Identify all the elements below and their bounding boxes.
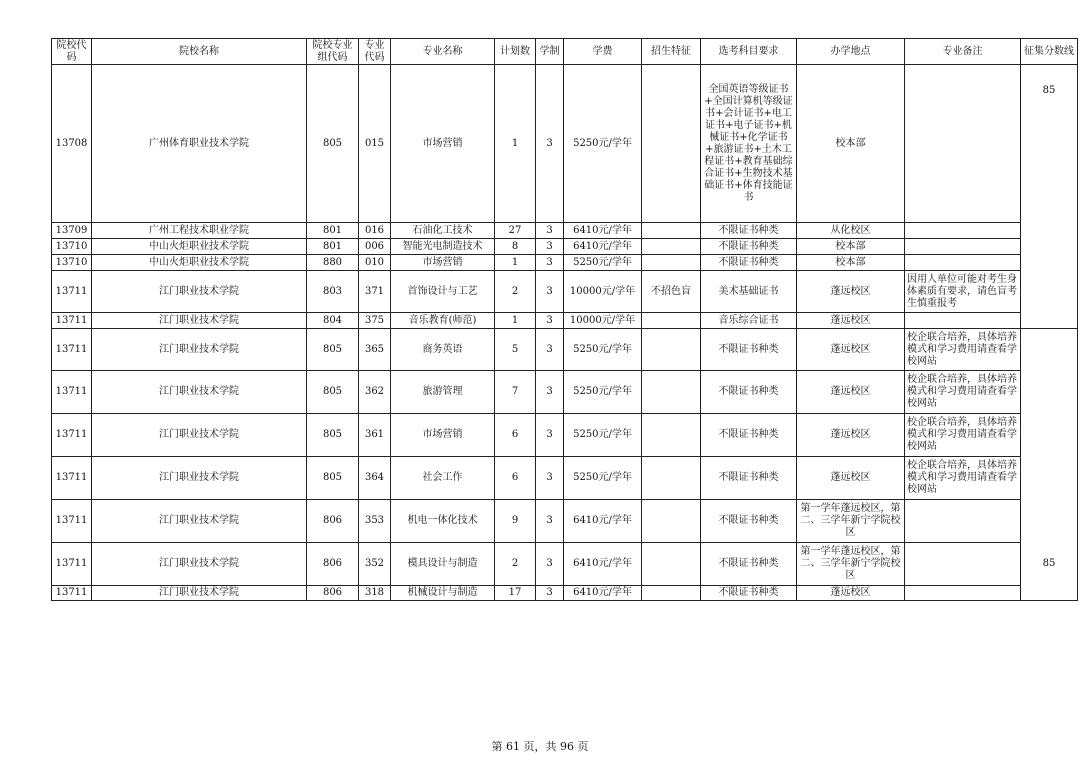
table-cell: 803 xyxy=(307,271,359,313)
table-cell: 352 xyxy=(359,543,391,586)
table-cell: 6410元/学年 xyxy=(564,223,642,239)
col-header: 选考科目要求 xyxy=(701,39,797,65)
table-cell: 3 xyxy=(536,271,564,313)
table-cell: 13711 xyxy=(52,457,92,500)
table-cell xyxy=(1021,255,1078,271)
table-cell: 旅游管理 xyxy=(391,371,495,414)
table-cell: 13711 xyxy=(52,271,92,313)
table-cell: 2 xyxy=(495,271,536,313)
table-cell xyxy=(905,223,1021,239)
table-cell xyxy=(905,255,1021,271)
table-cell: 机械设计与制造 xyxy=(391,586,495,601)
table-cell: 全国英语等级证书+全国计算机等级证书+会计证书+电工证书+电子证书+机械证书+化学证书+旅游证书+土木工程证书+教育基础综合证书+生物技术基础证书+体育技能证书 xyxy=(701,65,797,223)
table-cell: 广州工程技术职业学院 xyxy=(92,223,307,239)
table-cell: 3 xyxy=(536,65,564,223)
table-cell: 17 xyxy=(495,586,536,601)
table-cell: 不限证书种类 xyxy=(701,239,797,255)
table-cell: 音乐教育(师范) xyxy=(391,313,495,329)
table-cell: 3 xyxy=(536,223,564,239)
table-cell: 1 xyxy=(495,255,536,271)
table-cell: 13710 xyxy=(52,239,92,255)
col-header: 专业备注 xyxy=(905,39,1021,65)
table-row xyxy=(52,271,1078,313)
col-header: 院校名称 xyxy=(92,39,307,65)
table-cell: 音乐综合证书 xyxy=(701,313,797,329)
table-cell: 蓬远校区 xyxy=(797,329,905,371)
table-cell: 不限证书种类 xyxy=(701,371,797,414)
table-cell xyxy=(1021,329,1078,371)
table-cell: 不限证书种类 xyxy=(701,457,797,500)
table-cell xyxy=(642,239,701,255)
table-cell: 13708 xyxy=(52,65,92,223)
table-cell: 006 xyxy=(359,239,391,255)
table-cell: 3 xyxy=(536,313,564,329)
table-cell: 5250元/学年 xyxy=(564,457,642,500)
table-cell: 校本部 xyxy=(797,239,905,255)
table-cell: 6410元/学年 xyxy=(564,586,642,601)
table-cell: 361 xyxy=(359,414,391,457)
table-cell: 806 xyxy=(307,500,359,543)
table-cell: 不限证书种类 xyxy=(701,586,797,601)
table-cell: 不限证书种类 xyxy=(701,414,797,457)
table-cell: 江门职业技术学院 xyxy=(92,457,307,500)
table-cell: 371 xyxy=(359,271,391,313)
table-cell: 13710 xyxy=(52,255,92,271)
table-cell: 5 xyxy=(495,329,536,371)
table-cell: 3 xyxy=(536,586,564,601)
table-cell: 010 xyxy=(359,255,391,271)
table-cell: 5250元/学年 xyxy=(564,65,642,223)
table-cell: 蓬远校区 xyxy=(797,457,905,500)
table-cell xyxy=(1021,457,1078,500)
table-cell: 016 xyxy=(359,223,391,239)
table-cell xyxy=(642,65,701,223)
col-header: 征集分数线 xyxy=(1021,39,1078,65)
table-row xyxy=(52,255,1078,271)
table-cell: 6 xyxy=(495,414,536,457)
table-cell: 蓬远校区 xyxy=(797,371,905,414)
col-header: 学制 xyxy=(536,39,564,65)
table-cell xyxy=(1021,223,1078,239)
table-cell: 不限证书种类 xyxy=(701,500,797,543)
table-cell: 3 xyxy=(536,414,564,457)
table-cell: 蓬远校区 xyxy=(797,313,905,329)
table-cell: 第一学年蓬远校区，第二、三学年新宁学院校区 xyxy=(797,500,905,543)
table-cell: 校本部 xyxy=(797,65,905,223)
table-row xyxy=(52,500,1078,543)
table-cell: 市场营销 xyxy=(391,414,495,457)
table-cell: 江门职业技术学院 xyxy=(92,271,307,313)
table-cell: 因用人单位可能对考生身体素质有要求，请色盲考生慎重报考 xyxy=(905,271,1021,313)
table-cell: 江门职业技术学院 xyxy=(92,313,307,329)
table-cell: 804 xyxy=(307,313,359,329)
table-cell: 6410元/学年 xyxy=(564,500,642,543)
table-cell: 校本部 xyxy=(797,255,905,271)
table-cell: 13709 xyxy=(52,223,92,239)
table-row xyxy=(52,414,1078,457)
table-cell: 石油化工技术 xyxy=(391,223,495,239)
table-cell: 5250元/学年 xyxy=(564,255,642,271)
table-cell: 中山火炬职业技术学院 xyxy=(92,255,307,271)
table-cell xyxy=(642,457,701,500)
col-header: 专业名称 xyxy=(391,39,495,65)
table-row xyxy=(52,371,1078,414)
col-header: 计划数 xyxy=(495,39,536,65)
table-cell: 6410元/学年 xyxy=(564,239,642,255)
table-cell: 校企联合培养，具体培养模式和学习费用请查看学校网站 xyxy=(905,329,1021,371)
table-cell: 市场营销 xyxy=(391,255,495,271)
table-cell: 880 xyxy=(307,255,359,271)
table-cell xyxy=(1021,271,1078,313)
table-cell: 13711 xyxy=(52,371,92,414)
table-cell xyxy=(1021,414,1078,457)
table-header-row xyxy=(52,39,1078,65)
table-cell: 27 xyxy=(495,223,536,239)
admission-table xyxy=(51,38,1078,601)
table-cell: 5250元/学年 xyxy=(564,329,642,371)
col-header: 院校代码 xyxy=(52,39,92,65)
table-cell: 从化校区 xyxy=(797,223,905,239)
table-cell: 806 xyxy=(307,586,359,601)
table-cell: 362 xyxy=(359,371,391,414)
table-cell: 2 xyxy=(495,543,536,586)
table-cell: 85 xyxy=(1021,65,1078,223)
table-cell xyxy=(905,500,1021,543)
table-cell: 商务英语 xyxy=(391,329,495,371)
table-cell: 5250元/学年 xyxy=(564,414,642,457)
table-cell: 第一学年蓬远校区，第二、三学年新宁学院校区 xyxy=(797,543,905,586)
table-row xyxy=(52,223,1078,239)
table-cell: 3 xyxy=(536,329,564,371)
table-cell xyxy=(905,65,1021,223)
table-cell: 校企联合培养，具体培养模式和学习费用请查看学校网站 xyxy=(905,371,1021,414)
table-row xyxy=(52,313,1078,329)
table-cell xyxy=(1021,586,1078,601)
table-cell: 801 xyxy=(307,223,359,239)
table-cell: 5250元/学年 xyxy=(564,371,642,414)
table-cell: 不限证书种类 xyxy=(701,223,797,239)
table-row xyxy=(52,457,1078,500)
table-cell: 9 xyxy=(495,500,536,543)
table-cell: 不限证书种类 xyxy=(701,543,797,586)
table-cell: 805 xyxy=(307,457,359,500)
table-cell: 校企联合培养，具体培养模式和学习费用请查看学校网站 xyxy=(905,414,1021,457)
table-cell: 江门职业技术学院 xyxy=(92,543,307,586)
col-header: 院校专业组代码 xyxy=(307,39,359,65)
table-row xyxy=(52,239,1078,255)
table-cell xyxy=(642,500,701,543)
table-cell: 1 xyxy=(495,313,536,329)
table-cell xyxy=(642,255,701,271)
table-cell: 805 xyxy=(307,329,359,371)
table-cell xyxy=(905,543,1021,586)
table-cell xyxy=(642,329,701,371)
table-cell: 蓬远校区 xyxy=(797,271,905,313)
table-cell: 801 xyxy=(307,239,359,255)
table-cell: 318 xyxy=(359,586,391,601)
table-cell: 不限证书种类 xyxy=(701,329,797,371)
table-cell: 13711 xyxy=(52,414,92,457)
table-cell: 13711 xyxy=(52,313,92,329)
table-cell: 校企联合培养，具体培养模式和学习费用请查看学校网站 xyxy=(905,457,1021,500)
table-cell: 机电一体化技术 xyxy=(391,500,495,543)
col-header: 专业代码 xyxy=(359,39,391,65)
table-cell: 10000元/学年 xyxy=(564,313,642,329)
table-cell: 353 xyxy=(359,500,391,543)
col-header: 学费 xyxy=(564,39,642,65)
table-cell: 365 xyxy=(359,329,391,371)
table-cell: 蓬远校区 xyxy=(797,414,905,457)
table-cell xyxy=(1021,500,1078,543)
table-cell: 7 xyxy=(495,371,536,414)
table-cell: 社会工作 xyxy=(391,457,495,500)
table-cell: 8 xyxy=(495,239,536,255)
table-cell: 江门职业技术学院 xyxy=(92,586,307,601)
table-cell xyxy=(642,313,701,329)
table-cell: 6 xyxy=(495,457,536,500)
table-cell: 江门职业技术学院 xyxy=(92,371,307,414)
table-cell: 不招色盲 xyxy=(642,271,701,313)
table-cell: 3 xyxy=(536,371,564,414)
table-cell xyxy=(642,223,701,239)
table-cell xyxy=(905,239,1021,255)
table-cell: 3 xyxy=(536,500,564,543)
table-cell xyxy=(1021,313,1078,329)
table-cell: 015 xyxy=(359,65,391,223)
table-row xyxy=(52,329,1078,371)
table-cell: 首饰设计与工艺 xyxy=(391,271,495,313)
table-row xyxy=(52,65,1078,223)
table-cell: 6410元/学年 xyxy=(564,543,642,586)
table-cell xyxy=(1021,371,1078,414)
table-cell xyxy=(642,414,701,457)
table-cell xyxy=(1021,239,1078,255)
table-cell: 805 xyxy=(307,65,359,223)
table-cell: 3 xyxy=(536,239,564,255)
table-cell: 江门职业技术学院 xyxy=(92,500,307,543)
table-cell: 江门职业技术学院 xyxy=(92,329,307,371)
table-cell: 805 xyxy=(307,371,359,414)
table-cell: 市场营销 xyxy=(391,65,495,223)
table-cell: 85 xyxy=(1021,543,1078,586)
table-cell: 3 xyxy=(536,543,564,586)
table-cell: 广州体育职业技术学院 xyxy=(92,65,307,223)
table-cell: 13711 xyxy=(52,329,92,371)
col-header: 招生特征 xyxy=(642,39,701,65)
table-cell: 13711 xyxy=(52,543,92,586)
table-cell: 3 xyxy=(536,457,564,500)
table-cell: 美术基础证书 xyxy=(701,271,797,313)
table-cell: 3 xyxy=(536,255,564,271)
table-cell xyxy=(642,371,701,414)
table-cell: 智能光电制造技术 xyxy=(391,239,495,255)
page-footer: 第 61 页，共 96 页 xyxy=(491,740,589,753)
table-cell: 蓬远校区 xyxy=(797,586,905,601)
table-cell xyxy=(905,313,1021,329)
table-cell: 806 xyxy=(307,543,359,586)
table-cell: 中山火炬职业技术学院 xyxy=(92,239,307,255)
table-cell: 10000元/学年 xyxy=(564,271,642,313)
table-cell: 13711 xyxy=(52,500,92,543)
table-cell: 模具设计与制造 xyxy=(391,543,495,586)
table-cell xyxy=(642,543,701,586)
col-header: 办学地点 xyxy=(797,39,905,65)
table-cell: 江门职业技术学院 xyxy=(92,414,307,457)
table-cell: 不限证书种类 xyxy=(701,255,797,271)
table-row xyxy=(52,586,1078,601)
table-cell: 1 xyxy=(495,65,536,223)
table-cell: 13711 xyxy=(52,586,92,601)
table-cell xyxy=(905,586,1021,601)
table-row xyxy=(52,543,1078,586)
table-cell: 364 xyxy=(359,457,391,500)
table-cell xyxy=(642,586,701,601)
table-cell: 805 xyxy=(307,414,359,457)
table-cell: 375 xyxy=(359,313,391,329)
